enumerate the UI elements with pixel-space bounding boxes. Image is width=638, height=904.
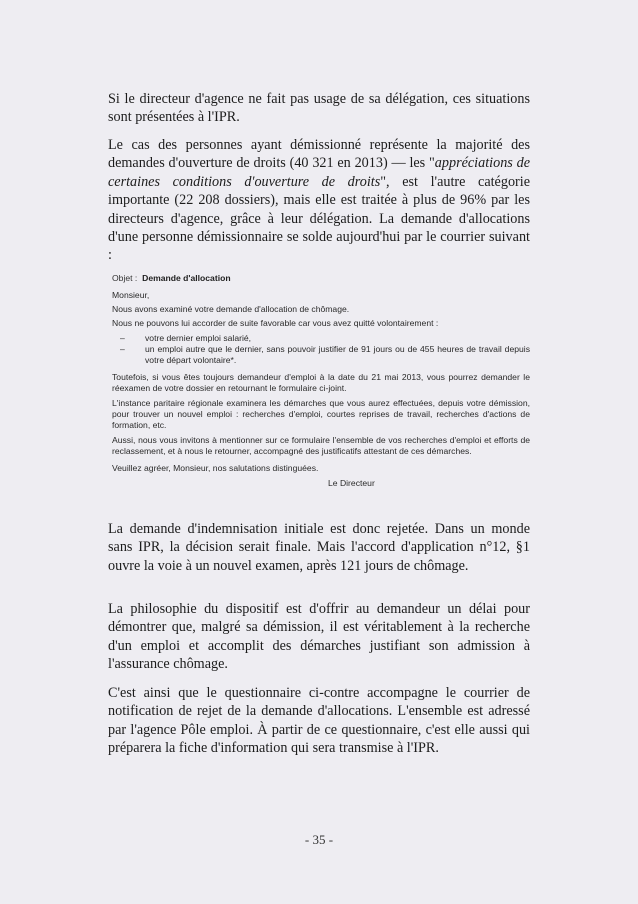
letter-paragraph: Aussi, nous vous invitons à mentionner sur ce formulaire l'ensemble de vos recherches d'emploi et efforts de reclassement, et à nous le retourner, accompagné des justificatifs attestant de ces démarches. — [112, 435, 530, 456]
letter-list-item — [112, 344, 530, 366]
letter-paragraph: Toutefois, si vous êtes toujours demandeur d'emploi à la date du 21 mai 2013, vous pourrez demander le réexamen de votre dossier en retournant le formulaire ci-joint. — [112, 372, 530, 393]
paragraph-delegation: Si le directeur d'agence ne fait pas usage de sa délégation, ces situations sont présentées à l'IPR. — [108, 91, 530, 126]
paragraph-demissionnaires — [108, 136, 530, 265]
letter-list — [112, 333, 530, 366]
letter-line: Nous ne pouvons lui accorder de suite favorable car vous avez quitté volontairement : — [112, 318, 439, 328]
letter-paragraph: L'instance paritaire régionale examinera les démarches que vous aurez effectuées, depuis votre démission, pour trouver un nouvel emploi : recherches d'emploi, courtes reprises de travail, recherches d'actions de formation, etc. — [112, 398, 530, 430]
letter-list-text: votre dernier emploi salarié, — [145, 333, 252, 343]
letter-signature: Le Directeur — [328, 478, 375, 488]
letter-closing: Veuillez agréer, Monsieur, nos salutations distinguées. — [112, 463, 319, 473]
letter-list-item — [112, 333, 530, 344]
paragraph-text: Le cas des personnes ayant démissionné représente la majorité des demandes d'ouverture de droits (40 321 en 2013) — les " — [108, 137, 530, 172]
paragraph-philosophie: La philosophie du dispositif est d'offrir au demandeur un délai pour démontrer que, malgré sa démission, il est véritablement à la recherche d'un emploi et accomplit des démarches justifiant son admission à l'assurance chômage. — [108, 601, 530, 673]
dash-bullet: – — [120, 333, 125, 343]
paragraph-rejet: La demande d'indemnisation initiale est donc rejetée. Dans un monde sans IPR, la décision serait finale. Mais l'accord d'application n°12, §1 ouvre la voie à un nouvel examen, après 121 jours de chômage. — [108, 521, 530, 574]
dash-bullet: – — [120, 344, 125, 354]
letter-salutation: Monsieur, — [112, 290, 150, 300]
letter-image — [112, 273, 530, 489]
italic-quote: appréciations de certaines conditions d'ouverture de droits — [108, 155, 530, 190]
letter-object-value: Demande d'allocation — [142, 273, 231, 283]
letter-object-label: Objet : — [112, 273, 138, 283]
letter-list-text: un emploi autre que le dernier, sans pouvoir justifier de 91 jours ou de 455 heures de travail depuis votre départ volontaire*. — [145, 344, 530, 365]
page-number: - 35 - — [304, 832, 334, 847]
paragraph-text: ", est l'autre catégorie importante (22 208 dossiers), mais elle est traitée à plus de 96% par les directeurs d'agence, grâce à leur délégation. La demande d'allocations d'une personne démissionnaire se solde aujourd'hui par le courrier suivant : — [108, 173, 531, 264]
letter-object — [112, 273, 530, 284]
paragraph-questionnaire: C'est ainsi que le questionnaire ci-contre accompagne le courrier de notification de rejet de la demande d'allocations. L'ensemble est adressé par l'agence Pôle emploi. À partir de ce questionnaire, c'est elle aussi qui préparera la fiche d'information qui sera transmise à l'IPR. — [108, 685, 530, 757]
letter-line: Nous avons examiné votre demande d'allocation de chômage. — [112, 304, 350, 314]
